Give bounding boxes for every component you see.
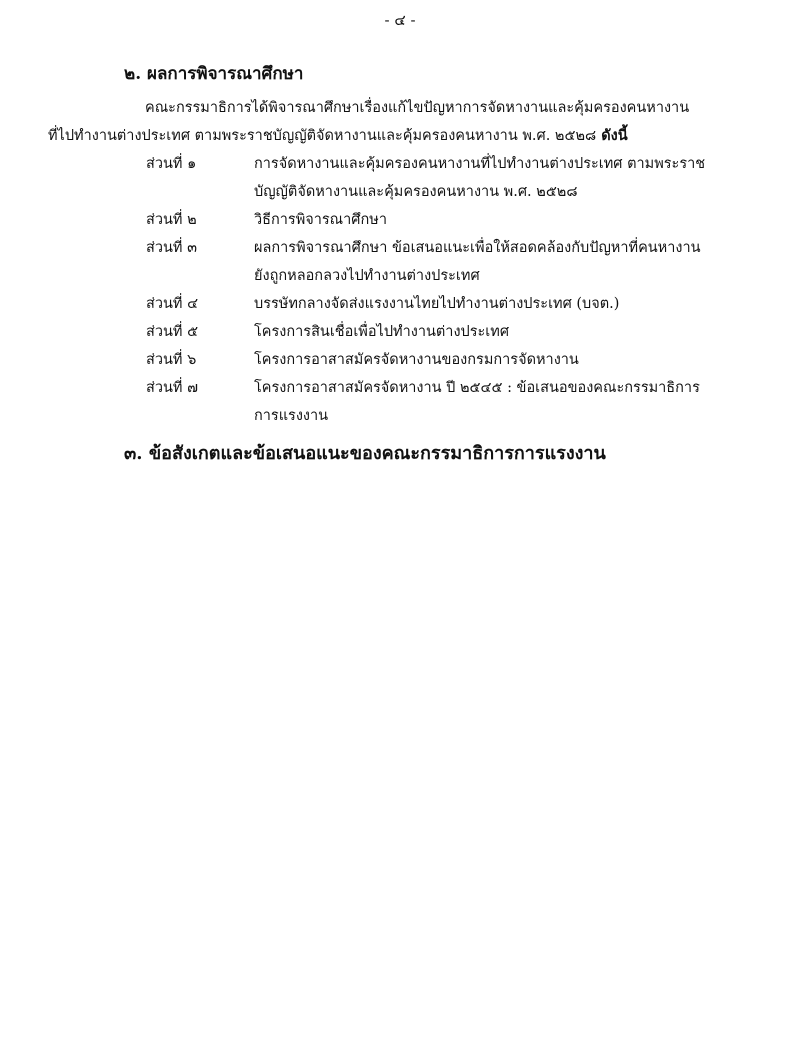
part-line: โครงการอาสาสมัครจัดหางานของกรมการจัดหางาน xyxy=(254,352,579,368)
part-label: ส่วนที่ ๓ xyxy=(146,240,197,256)
part-item xyxy=(146,346,726,374)
intro-line-1: คณะกรรมาธิการได้พิจารณาศึกษาเรื่องแก้ไขปัญหาการจัดหางานและคุ้มครองคนหางาน xyxy=(145,100,690,116)
part-text xyxy=(254,234,726,290)
part-item xyxy=(146,318,726,346)
part-line: บัญญัติจัดหางานและคุ้มครองคนหางาน พ.ศ. ๒๕๒๘ xyxy=(254,184,578,200)
part-line: โครงการสินเชื่อเพื่อไปทำงานต่างประเทศ xyxy=(254,324,510,340)
part-text xyxy=(254,206,726,234)
page-number: - ๔ - xyxy=(384,11,416,29)
part-line: ยังถูกหลอกลวงไปทำงานต่างประเทศ xyxy=(254,268,480,284)
part-line: บรรษัทกลางจัดส่งแรงงานไทยไปทำงานต่างประเทศ (บจต.) xyxy=(254,296,620,312)
part-item xyxy=(146,374,726,430)
part-label: ส่วนที่ ๕ xyxy=(146,324,199,340)
part-label: ส่วนที่ ๒ xyxy=(146,212,197,228)
part-item xyxy=(146,150,726,206)
part-label: ส่วนที่ ๗ xyxy=(146,380,198,396)
part-item xyxy=(146,234,726,290)
parts-list xyxy=(146,150,726,430)
part-line: โครงการอาสาสมัครจัดหางาน ปี ๒๕๔๕ : ข้อเสนอของคณะกรรมาธิการ xyxy=(254,380,700,396)
part-label: ส่วนที่ ๑ xyxy=(146,156,197,172)
intro-line-2-end: ดังนี้ xyxy=(596,127,628,144)
part-text xyxy=(254,150,726,206)
part-text xyxy=(254,290,726,318)
part-line: วิธีการพิจารณาศึกษา xyxy=(254,212,387,228)
part-line: การแรงงาน xyxy=(254,408,329,424)
part-text xyxy=(254,346,726,374)
part-text xyxy=(254,374,726,430)
part-item xyxy=(146,206,726,234)
part-label: ส่วนที่ ๔ xyxy=(146,296,199,312)
part-label: ส่วนที่ ๖ xyxy=(146,352,197,368)
intro-line-2-text: ที่ไปทำงานต่างประเทศ ตามพระราชบัญญัติจัดหางานและคุ้มครองคนหางาน พ.ศ. ๒๕๒๘ xyxy=(48,128,597,144)
part-text xyxy=(254,318,726,346)
part-line: การจัดหางานและคุ้มครองคนหางานที่ไปทำงานต่างประเทศ ตามพระราช xyxy=(254,156,706,172)
part-item xyxy=(146,290,726,318)
section-2-heading: ๒. ผลการพิจารณาศึกษา xyxy=(124,64,304,84)
section-3-heading: ๓. ข้อสังเกตและข้อเสนอแนะของคณะกรรมาธิการการแรงงาน xyxy=(124,443,606,464)
intro-line-2 xyxy=(48,122,728,150)
part-line: ผลการพิจารณาศึกษา ข้อเสนอแนะเพื่อให้สอดคล้องกับปัญหาที่คนหางาน xyxy=(254,240,701,256)
section-2-intro xyxy=(48,94,728,150)
